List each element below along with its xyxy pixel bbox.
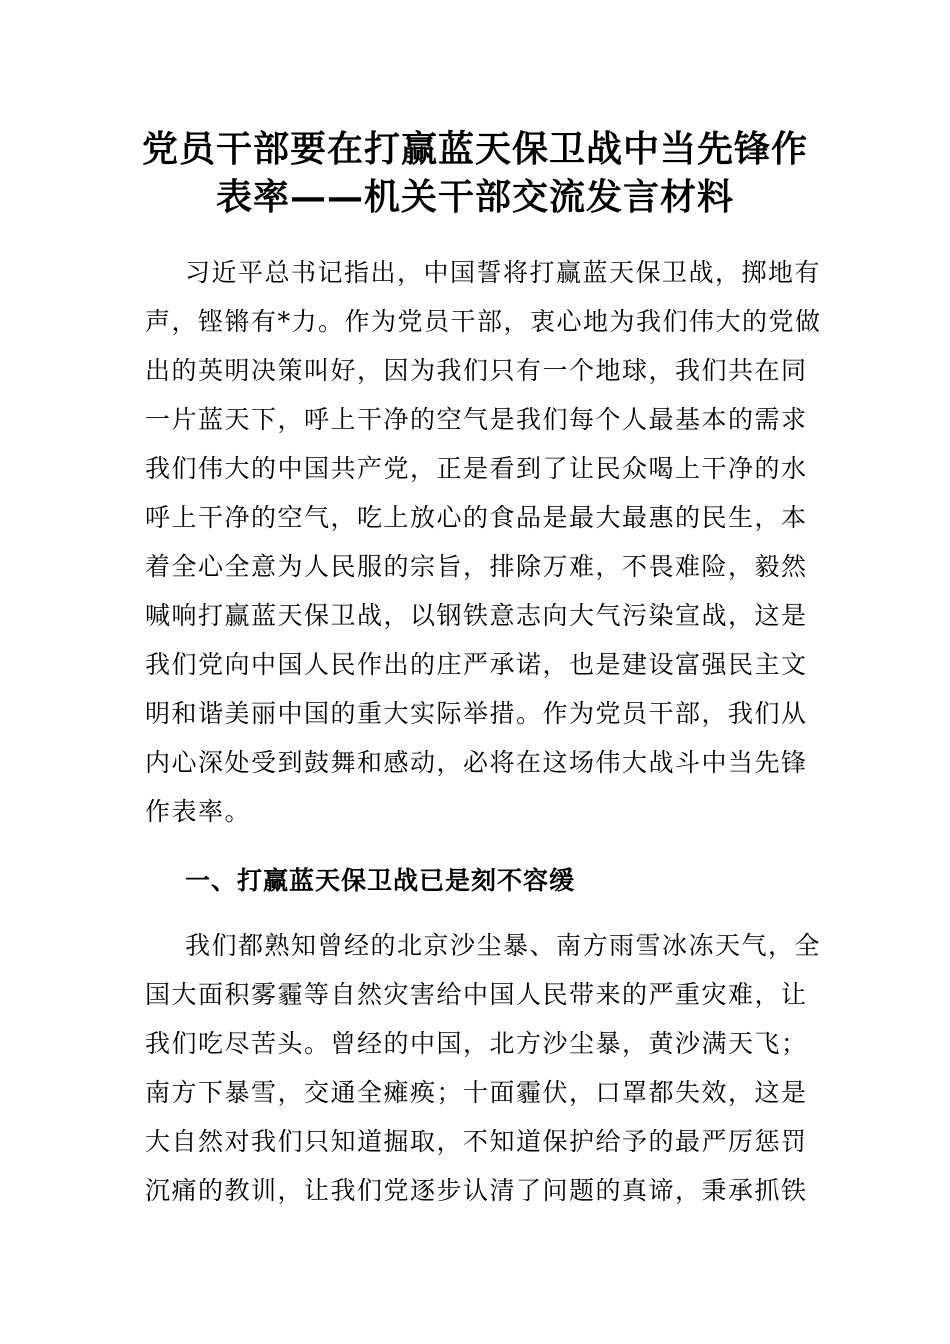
paragraph-line: 沉痛的教训，让我们党逐步认清了问题的真谛，秉承抓铁 xyxy=(145,1176,808,1205)
section-heading: 一、打赢蓝天保卫战已是刻不容缓 xyxy=(185,866,576,895)
paragraph-line: 我们都熟知曾经的北京沙尘暴、南方雨雪冰冻天气，全 xyxy=(185,931,822,960)
paragraph-line: 出的英明决策叫好，因为我们只有一个地球，我们共在同 xyxy=(145,356,808,385)
paragraph-line: 一片蓝天下，呼上干净的空气是我们每个人最基本的需求 xyxy=(145,405,808,434)
paragraph-line: 内心深处受到鼓舞和感动，必将在这场伟大战斗中当先锋 xyxy=(145,748,808,777)
paragraph-line: 着全心全意为人民服的宗旨，排除万难，不畏难险，毅然 xyxy=(145,552,808,581)
document-title-line-2: 表率——机关干部交流发言材料 xyxy=(215,176,734,218)
paragraph-line: 明和谐美丽中国的重大实际举措。作为党员干部，我们从 xyxy=(145,699,808,728)
paragraph-line: 喊响打赢蓝天保卫战，以钢铁意志向大气污染宣战，这是 xyxy=(145,601,808,630)
paragraph-line: 我们党向中国人民作出的庄严承诺，也是建设富强民主文 xyxy=(145,650,808,679)
paragraph-line: 我们伟大的中国共产党，正是看到了让民众喝上干净的水 xyxy=(145,454,808,483)
document-title-line-1: 党员干部要在打赢蓝天保卫战中当先锋作 xyxy=(141,128,808,170)
paragraph-line: 国大面积雾霾等自然灾害给中国人民带来的严重灾难，让 xyxy=(145,980,808,1009)
paragraph-line: 南方下暴雪，交通全瘫痪；十面霾伏，口罩都失效，这是 xyxy=(145,1078,808,1107)
paragraph-line: 大自然对我们只知道掘取，不知道保护给予的最严厉惩罚 xyxy=(145,1127,808,1156)
paragraph-line: 作表率。 xyxy=(145,797,252,826)
paragraph-line: 习近平总书记指出，中国誓将打赢蓝天保卫战，掷地有 xyxy=(185,258,822,287)
paragraph-line: 我们吃尽苦头。曾经的中国，北方沙尘暴，黄沙满天飞； xyxy=(145,1029,808,1058)
paragraph-line: 呼上干净的空气，吃上放心的食品是最大最惠的民生，本 xyxy=(145,503,808,532)
paragraph-line: 声，铿锵有*力。作为党员干部，衷心地为我们伟大的党做 xyxy=(145,307,822,336)
